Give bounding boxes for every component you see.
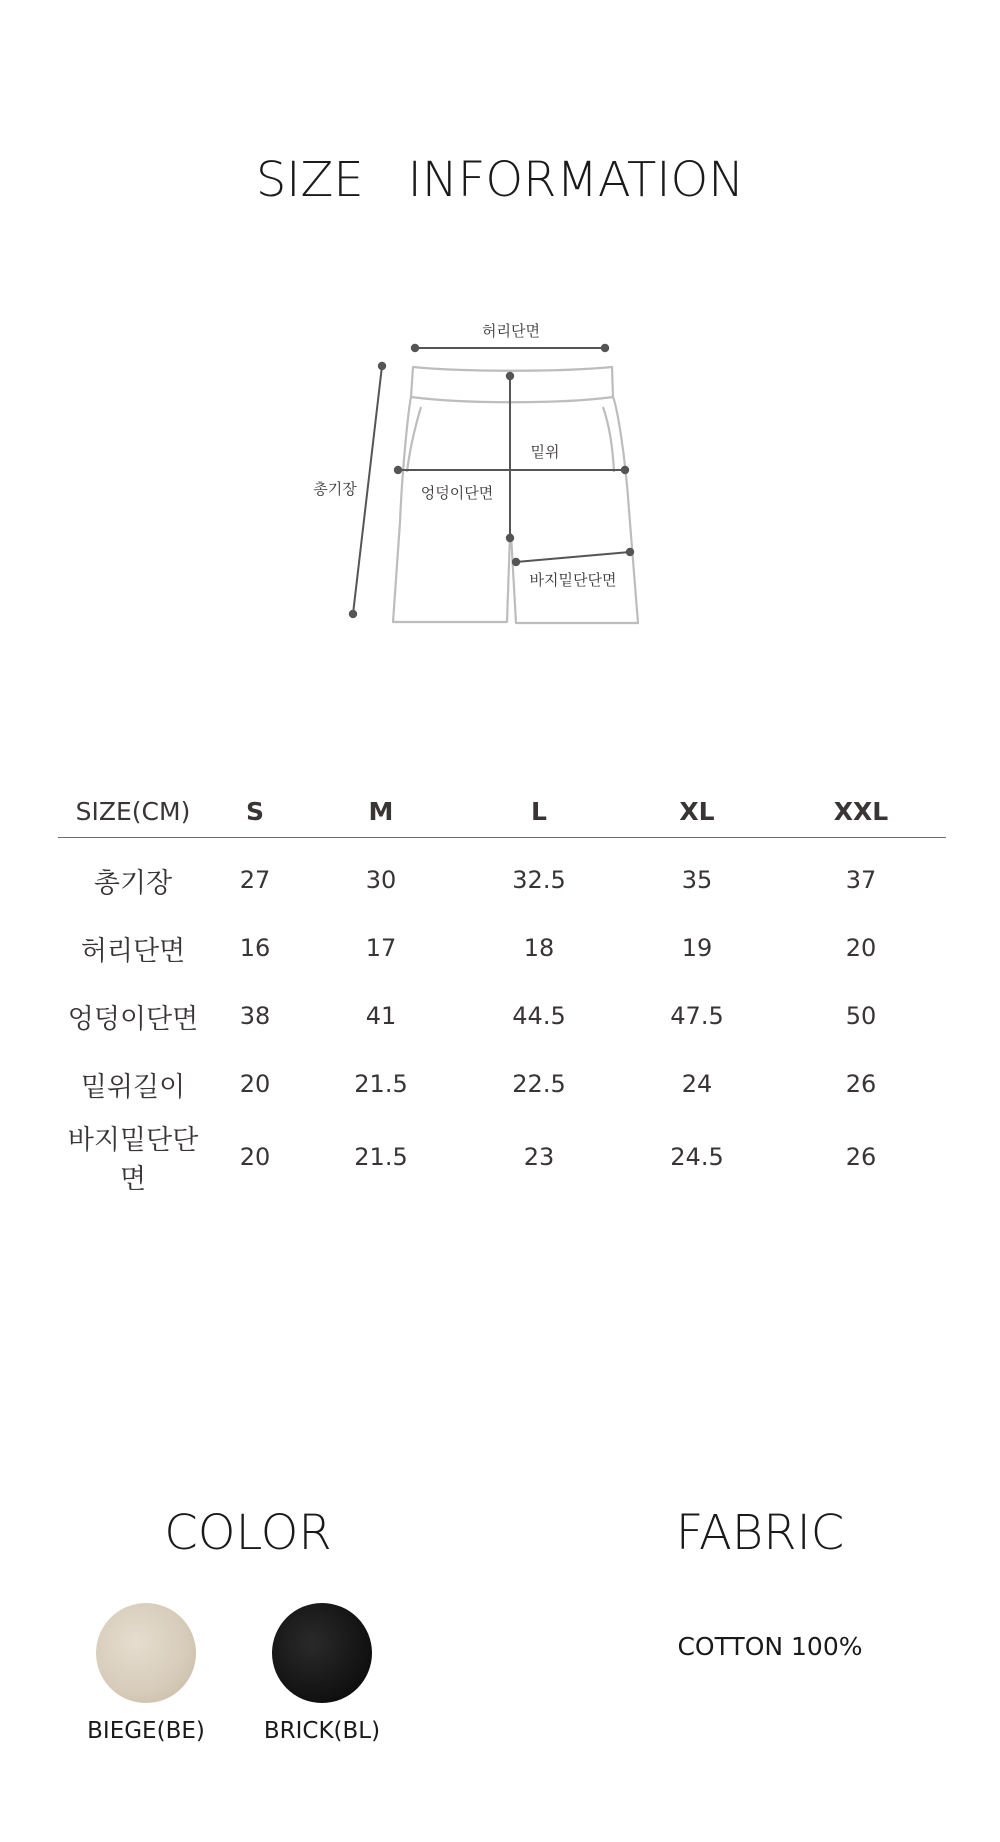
size-col-l: L [460, 785, 618, 838]
fabric-heading: FABRIC [675, 1505, 845, 1561]
table-cell: 47.5 [670, 1002, 724, 1030]
color-heading: COLOR [164, 1505, 332, 1561]
table-cell: 20 [239, 1143, 271, 1171]
table-cell: 22.5 [512, 1070, 566, 1098]
size-table [58, 785, 946, 1196]
shorts-measurement-diagram [280, 312, 700, 642]
table-cell: 32.5 [512, 866, 566, 894]
total-length-line [353, 366, 382, 614]
size-col-s: S [208, 785, 302, 838]
table-cell: 24 [681, 1070, 713, 1098]
table-cell: 17 [365, 934, 397, 962]
color-option-label: BIEGE(BE) [87, 1718, 205, 1744]
swatch-beige [96, 1603, 196, 1703]
row-label: 허리단면 [80, 935, 186, 967]
table-cell: 23 [523, 1143, 555, 1171]
table-row [58, 1118, 946, 1196]
table-cell: 44.5 [512, 1002, 566, 1030]
size-col-m: M [302, 785, 460, 838]
title-word-size: SIZE [255, 152, 364, 208]
table-cell: 26 [845, 1070, 877, 1098]
table-cell: 41 [365, 1002, 397, 1030]
color-option-label: BRICK(BL) [263, 1718, 381, 1744]
table-cell: 50 [845, 1002, 877, 1030]
table-row [58, 1050, 946, 1118]
waist-label: 허리단면 [482, 322, 540, 340]
table-cell: 19 [681, 934, 713, 962]
table-row [58, 982, 946, 1050]
row-label: 엉덩이단면 [67, 1003, 199, 1035]
row-label: 밑위길이 [80, 1071, 186, 1103]
table-cell: 21.5 [354, 1143, 408, 1171]
table-cell: 21.5 [354, 1070, 408, 1098]
title-word-information: INFORMATION [407, 152, 745, 208]
row-label: 바지밑단단면 [67, 1125, 199, 1195]
size-col-xl: XL [618, 785, 776, 838]
hem-label: 바지밑단단면 [529, 571, 617, 589]
size-table-header [58, 785, 946, 838]
table-row [58, 914, 946, 982]
table-cell: 38 [239, 1002, 271, 1030]
hem-line [516, 552, 630, 562]
table-cell: 37 [845, 866, 877, 894]
table-cell: 30 [365, 866, 397, 894]
table-cell: 24.5 [670, 1143, 724, 1171]
fabric-composition: COTTON 100% [677, 1632, 863, 1661]
table-cell: 18 [523, 934, 555, 962]
row-label: 총기장 [93, 867, 173, 899]
page-title [0, 152, 1000, 208]
table-row [58, 838, 946, 915]
table-cell: 26 [845, 1143, 877, 1171]
table-cell: 27 [239, 866, 271, 894]
total-length-label: 총기장 [313, 480, 357, 498]
table-cell: 35 [681, 866, 713, 894]
size-header-label: SIZE(CM) [58, 785, 208, 838]
size-col-xxl: XXL [776, 785, 946, 838]
swatch-black [272, 1603, 372, 1703]
rise-label: 밑위 [530, 443, 560, 461]
table-cell: 16 [239, 934, 271, 962]
table-cell: 20 [239, 1070, 271, 1098]
hip-label: 엉덩이단면 [420, 484, 494, 502]
table-cell: 20 [845, 934, 877, 962]
